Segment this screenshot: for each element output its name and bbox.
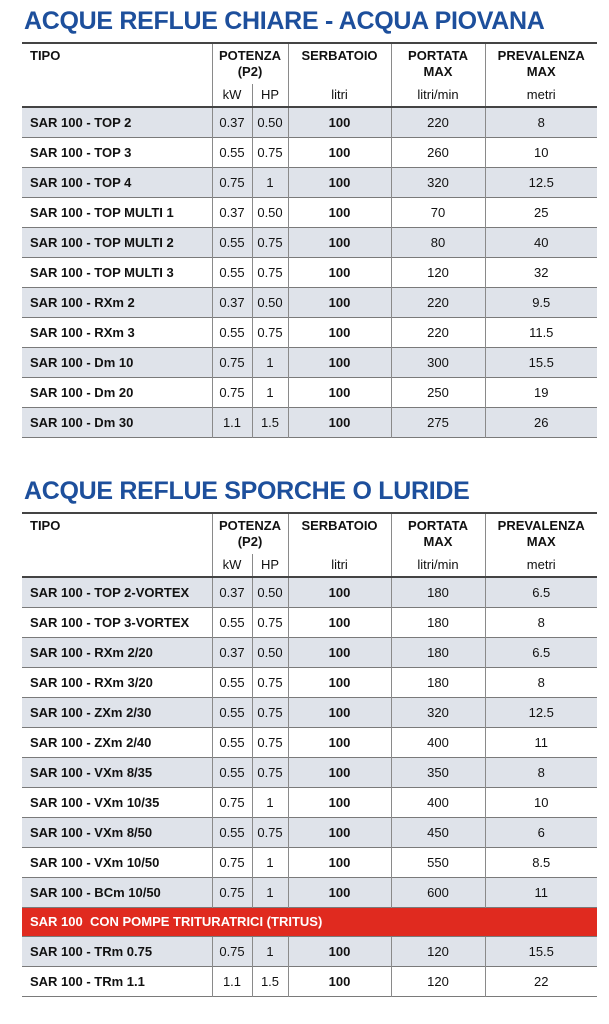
cell-serbatoio: 100 xyxy=(288,347,391,377)
col-header-portata-line1: PORTATA xyxy=(408,518,468,533)
cell-hp: 1 xyxy=(252,937,288,967)
col-header-serbatoio: SERBATOIO xyxy=(288,513,391,554)
cell-portata: 320 xyxy=(391,167,485,197)
cell-hp: 0.50 xyxy=(252,577,288,607)
cell-hp: 1 xyxy=(252,167,288,197)
unit-serbatoio: litri xyxy=(288,554,391,577)
cell-tipo: SAR 100 - VXm 8/50 xyxy=(30,824,153,840)
col-header-portata-line1: PORTATA xyxy=(408,48,468,63)
cell-portata: 250 xyxy=(391,377,485,407)
cell-portata: 120 xyxy=(391,967,485,997)
section-acque-sporche xyxy=(22,470,597,997)
cell-portata: 180 xyxy=(391,607,485,637)
table-row xyxy=(22,407,597,437)
cell-hp: 0.75 xyxy=(252,817,288,847)
table-row xyxy=(22,787,597,817)
cell-hp: 1 xyxy=(252,847,288,877)
cell-serbatoio: 100 xyxy=(288,967,391,997)
col-header-prevalenza-line1: PREVALENZA xyxy=(497,48,585,63)
cell-serbatoio: 100 xyxy=(288,817,391,847)
cell-hp: 0.75 xyxy=(252,257,288,287)
cell-hp: 1 xyxy=(252,877,288,907)
cell-portata: 120 xyxy=(391,937,485,967)
cell-portata: 180 xyxy=(391,577,485,607)
cell-hp: 0.75 xyxy=(252,727,288,757)
cell-kw: 0.37 xyxy=(212,287,252,317)
unit-hp: HP xyxy=(252,554,288,577)
cell-prevalenza: 10 xyxy=(485,787,597,817)
cell-portata: 220 xyxy=(391,107,485,137)
col-header-portata xyxy=(391,513,485,554)
cell-tipo: SAR 100 - TOP 3 xyxy=(30,144,132,160)
cell-prevalenza: 10 xyxy=(485,137,597,167)
cell-prevalenza: 11.5 xyxy=(485,317,597,347)
cell-kw: 0.37 xyxy=(212,637,252,667)
table-row xyxy=(22,757,597,787)
cell-tipo: SAR 100 - TOP 2-VORTEX xyxy=(30,584,190,600)
col-header-potenza xyxy=(212,513,288,554)
section-title-acque-chiare: ACQUE REFLUE CHIARE - ACQUA PIOVANA xyxy=(24,7,545,35)
cell-tipo: SAR 100 - VXm 10/50 xyxy=(30,854,160,870)
cell-portata: 600 xyxy=(391,877,485,907)
cell-serbatoio: 100 xyxy=(288,607,391,637)
cell-tipo: SAR 100 - TOP 2 xyxy=(30,114,132,130)
cell-serbatoio: 100 xyxy=(288,727,391,757)
table-row xyxy=(22,287,597,317)
cell-kw: 0.55 xyxy=(212,667,252,697)
cell-tipo: SAR 100 - TOP MULTI 2 xyxy=(30,234,174,250)
tritus-band: SAR 100 CON POMPE TRITURATRICI (TRITUS) xyxy=(22,908,597,937)
cell-serbatoio: 100 xyxy=(288,317,391,347)
cell-prevalenza: 6.5 xyxy=(485,637,597,667)
cell-tipo: SAR 100 - TOP 3-VORTEX xyxy=(30,614,190,630)
cell-serbatoio: 100 xyxy=(288,107,391,137)
cell-kw: 0.55 xyxy=(212,727,252,757)
cell-tipo: SAR 100 - RXm 3 xyxy=(30,324,135,340)
cell-kw: 0.75 xyxy=(212,347,252,377)
cell-serbatoio: 100 xyxy=(288,757,391,787)
cell-prevalenza: 11 xyxy=(485,727,597,757)
col-header-potenza-line2: (P2) xyxy=(237,64,263,79)
table-row xyxy=(22,167,597,197)
cell-kw: 0.75 xyxy=(212,167,252,197)
col-header-tipo: TIPO xyxy=(30,518,61,533)
cell-serbatoio: 100 xyxy=(288,847,391,877)
table-row xyxy=(22,727,597,757)
cell-prevalenza: 22 xyxy=(485,967,597,997)
cell-tipo: SAR 100 - Dm 10 xyxy=(30,354,134,370)
table-row xyxy=(22,607,597,637)
cell-hp: 1 xyxy=(252,377,288,407)
unit-prevalenza: metri xyxy=(485,84,597,107)
cell-serbatoio: 100 xyxy=(288,637,391,667)
table-row xyxy=(22,377,597,407)
cell-hp: 1 xyxy=(252,787,288,817)
cell-tipo: SAR 100 - TOP 4 xyxy=(30,174,132,190)
cell-kw: 0.55 xyxy=(212,317,252,347)
cell-serbatoio: 100 xyxy=(288,667,391,697)
col-header-prevalenza xyxy=(485,43,597,84)
cell-tipo: SAR 100 - TRm 0.75 xyxy=(30,943,153,959)
cell-tipo: SAR 100 - ZXm 2/30 xyxy=(30,704,152,720)
cell-prevalenza: 11 xyxy=(485,877,597,907)
table-body xyxy=(22,107,597,437)
table-row xyxy=(22,637,597,667)
cell-kw: 0.75 xyxy=(212,877,252,907)
cell-serbatoio: 100 xyxy=(288,167,391,197)
table-header xyxy=(22,43,597,107)
cell-tipo: SAR 100 - VXm 10/35 xyxy=(30,794,160,810)
cell-portata: 220 xyxy=(391,317,485,347)
cell-prevalenza: 8 xyxy=(485,607,597,637)
cell-serbatoio: 100 xyxy=(288,287,391,317)
unit-kw: kW xyxy=(212,84,252,107)
cell-serbatoio: 100 xyxy=(288,137,391,167)
cell-tipo: SAR 100 - TOP MULTI 3 xyxy=(30,264,174,280)
cell-prevalenza: 32 xyxy=(485,257,597,287)
table-row xyxy=(22,107,597,137)
table-row xyxy=(22,817,597,847)
col-header-potenza-line2: (P2) xyxy=(237,534,263,549)
table-tritus xyxy=(22,937,597,998)
cell-prevalenza: 25 xyxy=(485,197,597,227)
cell-kw: 0.55 xyxy=(212,757,252,787)
cell-serbatoio: 100 xyxy=(288,577,391,607)
cell-hp: 0.75 xyxy=(252,667,288,697)
cell-tipo: SAR 100 - ZXm 2/40 xyxy=(30,734,152,750)
cell-prevalenza: 12.5 xyxy=(485,167,597,197)
table-row xyxy=(22,257,597,287)
table-row xyxy=(22,197,597,227)
cell-prevalenza: 19 xyxy=(485,377,597,407)
unit-serbatoio: litri xyxy=(288,84,391,107)
table-row xyxy=(22,347,597,377)
cell-kw: 0.55 xyxy=(212,817,252,847)
cell-kw: 0.55 xyxy=(212,257,252,287)
cell-portata: 275 xyxy=(391,407,485,437)
col-header-potenza xyxy=(212,43,288,84)
cell-serbatoio: 100 xyxy=(288,697,391,727)
cell-prevalenza: 8 xyxy=(485,107,597,137)
cell-kw: 0.55 xyxy=(212,697,252,727)
cell-portata: 180 xyxy=(391,667,485,697)
cell-tipo: SAR 100 - VXm 8/35 xyxy=(30,764,153,780)
cell-serbatoio: 100 xyxy=(288,257,391,287)
cell-kw: 0.37 xyxy=(212,577,252,607)
col-header-potenza-line1: POTENZA xyxy=(218,48,282,63)
col-header-prevalenza-line2: MAX xyxy=(526,64,556,79)
unit-kw: kW xyxy=(212,554,252,577)
col-header-prevalenza-line2: MAX xyxy=(526,534,556,549)
cell-serbatoio: 100 xyxy=(288,227,391,257)
unit-portata: litri/min xyxy=(391,84,485,107)
cell-portata: 400 xyxy=(391,787,485,817)
cell-prevalenza: 8 xyxy=(485,757,597,787)
col-header-potenza-line1: POTENZA xyxy=(218,518,282,533)
table-row xyxy=(22,577,597,607)
col-header-prevalenza xyxy=(485,513,597,554)
cell-tipo: SAR 100 - RXm 2/20 xyxy=(30,644,153,660)
table-row xyxy=(22,877,597,907)
cell-hp: 0.75 xyxy=(252,227,288,257)
col-header-portata-line2: MAX xyxy=(423,534,453,549)
table-row xyxy=(22,967,597,997)
cell-serbatoio: 100 xyxy=(288,377,391,407)
cell-hp: 1 xyxy=(252,347,288,377)
table-row xyxy=(22,667,597,697)
cell-portata: 220 xyxy=(391,287,485,317)
cell-prevalenza: 12.5 xyxy=(485,697,597,727)
cell-kw: 0.37 xyxy=(212,107,252,137)
cell-prevalenza: 15.5 xyxy=(485,347,597,377)
cell-kw: 0.75 xyxy=(212,847,252,877)
cell-tipo: SAR 100 - RXm 2 xyxy=(30,294,135,310)
cell-portata: 550 xyxy=(391,847,485,877)
cell-serbatoio: 100 xyxy=(288,937,391,967)
cell-portata: 300 xyxy=(391,347,485,377)
cell-hp: 0.50 xyxy=(252,197,288,227)
section-acque-chiare xyxy=(22,0,597,438)
cell-tipo: SAR 100 - BCm 10/50 xyxy=(30,884,161,900)
cell-tipo: SAR 100 - TRm 1.1 xyxy=(30,974,145,989)
cell-serbatoio: 100 xyxy=(288,407,391,437)
table-row xyxy=(22,937,597,967)
cell-kw: 0.37 xyxy=(212,197,252,227)
cell-tipo: SAR 100 - RXm 3/20 xyxy=(30,674,153,690)
cell-hp: 0.50 xyxy=(252,287,288,317)
cell-prevalenza: 40 xyxy=(485,227,597,257)
cell-serbatoio: 100 xyxy=(288,877,391,907)
cell-prevalenza: 6.5 xyxy=(485,577,597,607)
cell-portata: 70 xyxy=(391,197,485,227)
cell-kw: 0.75 xyxy=(212,377,252,407)
cell-tipo: SAR 100 - Dm 20 xyxy=(30,384,134,400)
cell-hp: 0.75 xyxy=(252,697,288,727)
cell-prevalenza: 8 xyxy=(485,667,597,697)
cell-kw: 0.55 xyxy=(212,137,252,167)
cell-prevalenza: 6 xyxy=(485,817,597,847)
section-title-acque-sporche: ACQUE REFLUE SPORCHE O LURIDE xyxy=(24,477,470,505)
cell-hp: 1.5 xyxy=(252,967,288,997)
cell-tipo: SAR 100 - Dm 30 xyxy=(30,414,134,430)
cell-portata: 180 xyxy=(391,637,485,667)
col-header-portata-line2: MAX xyxy=(423,64,453,79)
table-row xyxy=(22,697,597,727)
cell-prevalenza: 26 xyxy=(485,407,597,437)
cell-hp: 0.50 xyxy=(252,637,288,667)
table-row xyxy=(22,137,597,167)
cell-hp: 0.50 xyxy=(252,107,288,137)
cell-prevalenza: 15.5 xyxy=(485,937,597,967)
col-header-serbatoio: SERBATOIO xyxy=(288,43,391,84)
cell-hp: 0.75 xyxy=(252,757,288,787)
cell-serbatoio: 100 xyxy=(288,787,391,817)
cell-portata: 80 xyxy=(391,227,485,257)
cell-prevalenza: 8.5 xyxy=(485,847,597,877)
table-acque-sporche xyxy=(22,512,597,908)
cell-portata: 450 xyxy=(391,817,485,847)
cell-tipo: SAR 100 - TOP MULTI 1 xyxy=(30,204,174,220)
cell-hp: 1.5 xyxy=(252,407,288,437)
unit-prevalenza: metri xyxy=(485,554,597,577)
table-body xyxy=(22,577,597,907)
col-header-tipo: TIPO xyxy=(30,48,61,63)
cell-kw: 1.1 xyxy=(212,967,252,997)
unit-hp: HP xyxy=(252,84,288,107)
table-body xyxy=(22,937,597,997)
cell-kw: 0.55 xyxy=(212,607,252,637)
cell-hp: 0.75 xyxy=(252,317,288,347)
table-row xyxy=(22,317,597,347)
cell-portata: 320 xyxy=(391,697,485,727)
table-row xyxy=(22,847,597,877)
table-header xyxy=(22,513,597,577)
col-header-prevalenza-line1: PREVALENZA xyxy=(497,518,585,533)
cell-prevalenza: 9.5 xyxy=(485,287,597,317)
cell-portata: 260 xyxy=(391,137,485,167)
cell-kw: 0.75 xyxy=(212,787,252,817)
cell-hp: 0.75 xyxy=(252,137,288,167)
cell-hp: 0.75 xyxy=(252,607,288,637)
unit-portata: litri/min xyxy=(391,554,485,577)
cell-kw: 0.75 xyxy=(212,937,252,967)
cell-portata: 120 xyxy=(391,257,485,287)
cell-portata: 400 xyxy=(391,727,485,757)
cell-serbatoio: 100 xyxy=(288,197,391,227)
table-acque-chiare xyxy=(22,42,597,438)
col-header-portata xyxy=(391,43,485,84)
table-row xyxy=(22,227,597,257)
cell-kw: 0.55 xyxy=(212,227,252,257)
cell-kw: 1.1 xyxy=(212,407,252,437)
cell-portata: 350 xyxy=(391,757,485,787)
